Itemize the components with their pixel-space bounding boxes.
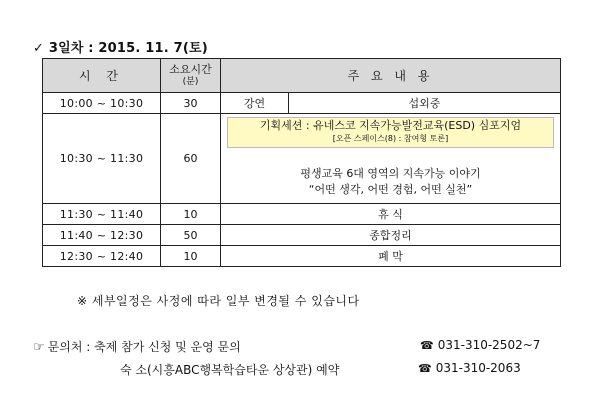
duration-cell: 30 bbox=[161, 93, 221, 114]
telephone-icon: ☎ bbox=[418, 362, 432, 375]
duration-cell: 10 bbox=[161, 246, 221, 267]
talk-block bbox=[221, 166, 560, 198]
content-cell: 폐 막 bbox=[221, 246, 561, 267]
time-cell: 10:00 ~ 10:30 bbox=[43, 93, 161, 114]
content-cell bbox=[221, 114, 561, 204]
inquiry-text: 문의처 : 축제 참가 신청 및 운영 문의 bbox=[47, 340, 241, 354]
table-row bbox=[43, 225, 561, 246]
inquiry-phone-number: 031-310-2502~7 bbox=[437, 338, 541, 352]
header-content: 주 요 내 용 bbox=[221, 59, 561, 93]
content-cell: 휴 식 bbox=[221, 204, 561, 225]
time-cell: 10:30 ~ 11:30 bbox=[43, 114, 161, 204]
schedule-table bbox=[42, 58, 561, 267]
inquiry-phone bbox=[420, 338, 540, 352]
table-row bbox=[43, 204, 561, 225]
header-duration-label: 소요시간 bbox=[169, 62, 212, 76]
duration-cell: 60 bbox=[161, 114, 221, 204]
telephone-icon: ☎ bbox=[420, 339, 434, 352]
venue-line: 숙 소(시흥ABC행복학습타운 상상관) 예약 bbox=[120, 363, 340, 377]
time-cell: 12:30 ~ 12:40 bbox=[43, 246, 161, 267]
header-time: 시 간 bbox=[43, 59, 161, 93]
table-row bbox=[43, 246, 561, 267]
pointing-hand-icon: ☞ bbox=[33, 340, 45, 355]
table-header-row bbox=[43, 59, 561, 93]
session-title: 기획세션 : 유네스코 지속가능발전교육(ESD) 심포지엄 bbox=[259, 119, 522, 132]
venue-phone bbox=[418, 361, 521, 375]
time-cell: 11:40 ~ 12:30 bbox=[43, 225, 161, 246]
venue-phone-number: 031-310-2063 bbox=[435, 361, 521, 375]
content-cell: 섭외중 bbox=[289, 93, 561, 114]
header-duration bbox=[161, 59, 221, 93]
session-subtitle: [오픈 스페이스(8) : 참여형 토론] bbox=[332, 134, 449, 143]
content-cell: 종합정리 bbox=[221, 225, 561, 246]
time-cell: 11:30 ~ 11:40 bbox=[43, 204, 161, 225]
table-row bbox=[43, 93, 561, 114]
type-cell: 강연 bbox=[221, 93, 289, 114]
inquiry-line bbox=[33, 338, 241, 355]
table-row bbox=[43, 114, 561, 204]
talk-title: 평생교육 6대 영역의 지속가능 이야기 bbox=[300, 167, 481, 180]
header-duration-unit: (분) bbox=[182, 76, 199, 87]
session-band bbox=[227, 117, 554, 148]
day3-heading: ✓ 3일차 : 2015. 11. 7(토) bbox=[33, 41, 208, 56]
duration-cell: 10 bbox=[161, 204, 221, 225]
duration-cell: 50 bbox=[161, 225, 221, 246]
talk-quote: “어떤 생각, 어떤 경험, 어떤 실천” bbox=[308, 183, 473, 196]
change-notice: ※ 세부일정은 사정에 따라 일부 변경될 수 있습니다 bbox=[77, 294, 360, 308]
